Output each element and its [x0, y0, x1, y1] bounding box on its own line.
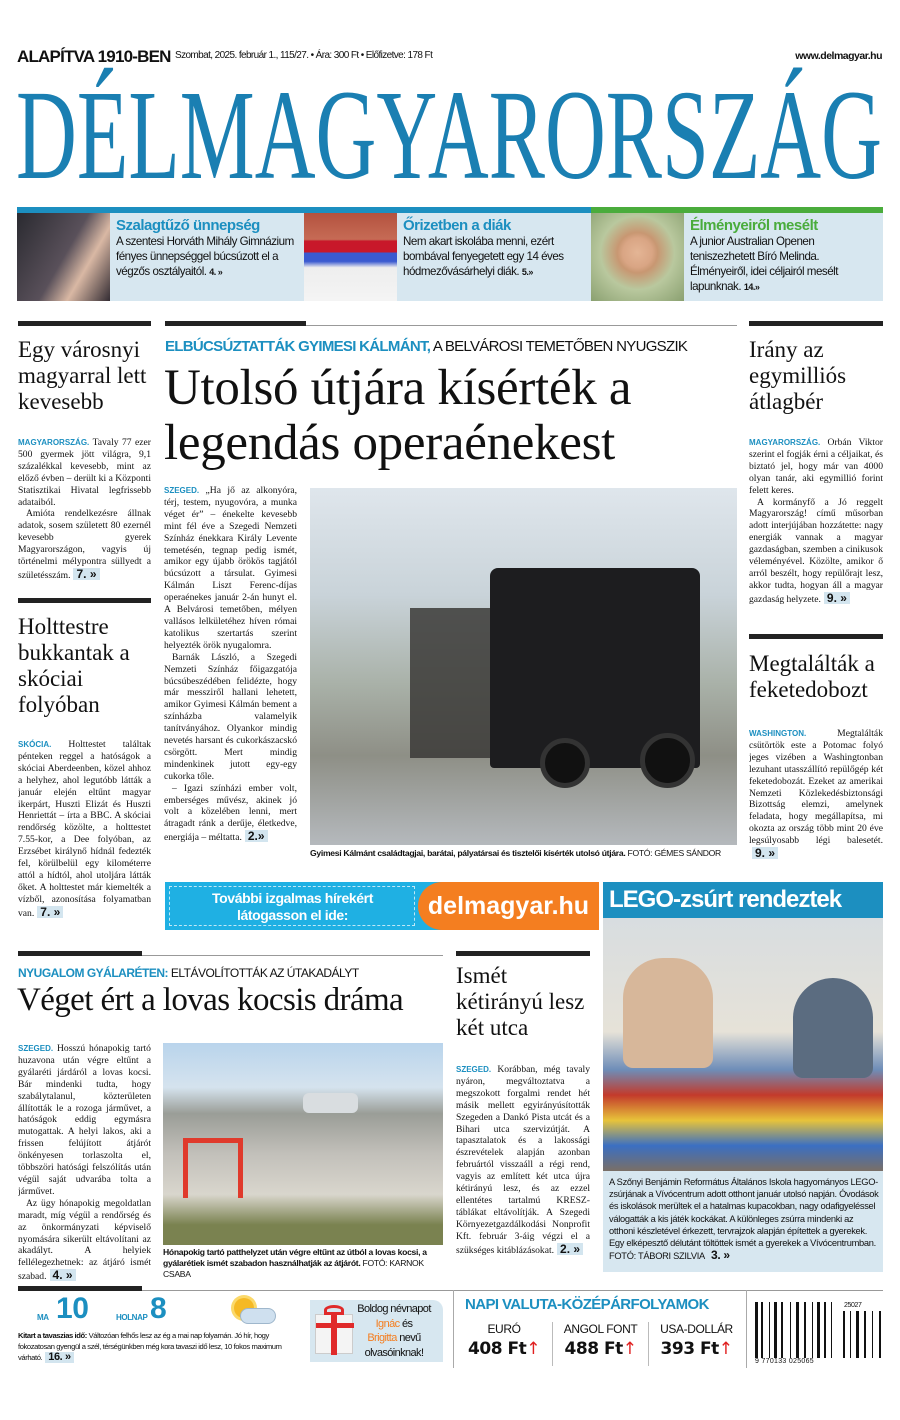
- logo: [16, 66, 884, 184]
- story-body: SZEGED. Korábban, még tavaly nyáron, megváltoztatva a megszokott forgalmi rendet hét másik mellett egyirányúsították Szegeden a Dankó Pista utcát és a Bihari utca szervizútját. A tapasztalatok és a lakossági észrevételek alapján azonban februártól visszaáll a régi rend, vagyis az említett két utca újra kétirányú lesz, és az ezzel ellentétes tartalmú KRESZ-táblákat eltávolítják. A Szegedi Környezetgazdálkodási Nonprofit Kft. február 3-áig végzi el a szükséges kitáblázásokat. 2. »: [456, 1064, 590, 1256]
- page-ref[interactable]: 7. »: [73, 568, 99, 580]
- barcode-addon: 25027: [844, 1302, 862, 1309]
- arrow-up-icon: ↑: [622, 1339, 637, 1359]
- weather-text: Kitart a tavaszias idő: Változóan felhős lesz az ég a mai nap folyamán. Jó hír, hogy fokozatosan gyengül a szél, térségünkben még kora tavaszi idő lesz, 10 fokos maximum várható. 16. »: [18, 1331, 282, 1363]
- arrow-up-icon: ↑: [718, 1339, 733, 1359]
- currency-value: 393 Ft↑: [660, 1339, 733, 1359]
- tomorrow-temp: 8: [150, 1292, 167, 1325]
- divider: [165, 321, 306, 326]
- lead-headline[interactable]: Utolsó útjára kísérték a legendás operaénekest: [164, 360, 632, 471]
- svg-text:DÉLMAGYARORSZÁG: DÉLMAGYARORSZÁG: [16, 66, 882, 184]
- issue-line: Szombat, 2025. február 1., 115/27. • Ára: 300 Ft • Előfizetve: 178 Ft: [175, 50, 433, 61]
- divider: [18, 598, 151, 603]
- today-label: MA: [37, 1313, 49, 1322]
- currency-title: NAPI VALUTA-KÖZÉPÁRFOLYAMOK: [465, 1296, 709, 1313]
- barcode-number: 9 770133 025065: [755, 1358, 814, 1365]
- nameday-box: [310, 1300, 443, 1362]
- divider: [18, 1286, 142, 1291]
- page-ref[interactable]: 2. »: [557, 1243, 583, 1255]
- currency-name: ANGOL FONT: [563, 1322, 638, 1336]
- lego-title: LEGO-zsúrt rendeztek: [603, 882, 883, 918]
- story-headline[interactable]: Holttestre bukkantak a skóciai folyóban: [18, 614, 130, 717]
- website-link[interactable]: www.delmagyar.hu: [795, 50, 882, 62]
- tomorrow-label: HOLNAP: [116, 1313, 148, 1322]
- page-ref[interactable]: 16. »: [45, 1352, 73, 1363]
- story-headline[interactable]: Ismét kétirányú lesz két utca: [456, 963, 585, 1040]
- teaser-title: Őrizetben a diák: [403, 217, 511, 234]
- story-body: SZEGED. Hosszú hónapokig tartó huzavona után végre eltűnt a gyálaréti járdáról a lovas kocsi. Bár mindenki tudta, hogy szabálytalanul, közterületen állították le a rozoga járművet, a hatóságok eddig egymásra mutogattak. A helyi lakos, aki a frissen felújított átjárót önkényesen torlaszolta el, többszöri hatósági felszólítás után végül saját udvarába tolta a járművet. Az ügy hónapokig megoldatlan maradt, míg végül a rendőrség és az önkormányzati képviselő nyomására sikerült eltávolítani az akadályt. A helyiek fellélegezhetnek: az átjáró ismét szabad. 4. »: [18, 1043, 151, 1283]
- banner-text: További izgalmas hírekért látogasson el ide:: [212, 890, 373, 923]
- story-headline[interactable]: Irány az egymilliós átlagbér: [749, 337, 847, 414]
- page-ref[interactable]: 9. »: [752, 847, 778, 859]
- teaser-tennis[interactable]: [591, 207, 883, 301]
- currency-item: [456, 1322, 552, 1366]
- story-headline[interactable]: Egy városnyi magyarral lett kevesebb: [18, 337, 147, 414]
- photo-caption: Gyimesi Kálmánt családtagjai, barátai, pályatársai és tisztelői kísérték utolsó útjára. FOTÓ: GÉMES SÁNDOR: [310, 848, 721, 858]
- lego-caption: A Szőnyi Benjámin Református Általános Iskola hagyományos LEGO-zsúrjának a Vívócentrum adott otthont január utolsó napján. Óvodások és iskolások merültek el a hatalmas kupacokban, nagy odafigyeléssel válogatták a kis játék kockákat. A különleges zsúrra mindenki az otthoni készletével érkezett, tervrajzok alapján építettek a gyerekek. Egy elképesztő délutánt töltöttek ismét a gyerekek a Vívócentrumban. FOTÓ: TÁBORI SZILVIA 3. »: [609, 1177, 879, 1263]
- arrow-up-icon: ↑: [526, 1339, 540, 1359]
- divider: [749, 634, 883, 639]
- lego-photo: [603, 918, 883, 1171]
- cart-photo: [163, 1043, 443, 1245]
- story-headline[interactable]: Megtalálták a feketedobozt: [749, 651, 875, 702]
- teaser-title: Szalagtűző ünnepség: [116, 217, 260, 234]
- currency-item: [552, 1322, 648, 1366]
- teaser-student[interactable]: [304, 207, 591, 301]
- currency-value: 488 Ft↑: [564, 1339, 637, 1359]
- gift-icon: [315, 1314, 353, 1354]
- currency-value: 408 Ft↑: [468, 1339, 540, 1359]
- story-body: SKÓCIA. Holttestet találtak pénteken reggel a hatóságok a skóciai Aberdeenben, közel ahhoz a helyhez, ahol legutóbb látták a január elején eltűnt magyar ikerpárt, Huszti Elizát és Huszti Henriettát – írta a BBC. A skóciai rendőrség közölte, a holttestet 7.55-kor, a Dee folyóban, az Erzsébet királynő hídnál fedezték fel, körülbelül egy kilométerre attól a hídtól, ahol utoljára látták őket. A holttestet már kiemelték a vízből, azonosítása folyamatban van. 7. »: [18, 739, 151, 919]
- weather-box: [18, 1292, 303, 1368]
- lead-body: SZEGED. „Ha jő az alkonyóra, térj, testem, nyugovóra, a munka véget ér” – énekelte kevesebb mint fél éve a Szegedi Nemzeti Színház énekkara Király Levente temetésén, tegnap pedig ismét, amikor egy újabb örökös tagjától búcsúzott a társulat. Gyimesi Kálmán Liszt Ferenc-díjas operaénekes január 2-án hunyt el. A Belvárosi temetőben, mélyen vallásos lelkületéhez híven római katolikus szertartás szerint helyezték örök nyugalomra. Barnák László, a Szegedi Nemzeti Színház főigazgatója búcsúbeszédében felidézte, hogy már messziről hallani lehetett, amikor Gyimesi Kálmán bement a színházba valamelyik tanítványához. Olyankor mindig nevetés harsant és cukorkászacskó csörgött. Mert mindig mindenkinek jutott egy-egy cukorka tőle. – Igazi színházi ember volt, emberséges művész, akinek jó volt a közelében lenni, mert átragadt ránk a derűje, életkedve, energiája – méltatta. 2.»: [164, 485, 297, 844]
- story-body: MAGYARORSZÁG. Tavaly 77 ezer 500 gyermek jött világra, 9,1 százalékkal kevesebb, mint az előző évben – derült ki a Központi Statisztikai Hivatal legfrissebb adataiból. Amióta rendelkezésre állnak adatok, sosem született 80 ezernél kevesebb gyerek Magyarországon, vagyis új történelmi mélypontra süllyedt a születésszám. 7. »: [18, 437, 151, 581]
- funeral-photo: [310, 488, 737, 845]
- founded-label: ALAPÍTVA 1910-BEN: [17, 47, 171, 66]
- lead-kicker: ELBÚCSÚZTATTÁK GYIMESI KÁLMÁNT, A BELVÁROSI TEMETŐBEN NYUGSZIK: [165, 338, 688, 355]
- story-body: WASHINGTON. Megtalálták csütörtök este a Potomac folyó jeges vizében a Washingtonban lezuhant utasszállító repülőgép két feketedobozát. Ezeket az amerikai Nemzeti Közlekedésbiztonsági Bizottság elemzi, amelynek feladata, hogy megállapítsa, mi okozta az ország több mint 20 éve legsúlyosabb légi balesetét.9. »: [749, 728, 883, 861]
- page-ref[interactable]: 4. »: [50, 1269, 76, 1281]
- currency-item: [648, 1322, 744, 1366]
- teaser-photo: [17, 213, 110, 301]
- sun-behind-cloud-icon: [228, 1296, 278, 1328]
- page-ref[interactable]: 2.»: [245, 830, 268, 842]
- teaser-text: A junior Australian Openen teniszezhetett Bíró Melinda. Élményeiről, idei céljairól mesélt lapunknak. 14.»: [690, 235, 838, 293]
- page-ref[interactable]: 3. »: [710, 1248, 730, 1263]
- website-banner[interactable]: [165, 882, 599, 930]
- photo-caption: Hónapokig tartó patthelyzet után végre eltűnt az útból a lovas kocsi, a gyálarétiek ismét szabadon használhatják az átjárót. FOTÓ: KARNOK CSABA: [163, 1247, 427, 1279]
- teaser-text: Nem akart iskolába menni, ezért bombával fenyegetett egy 14 éves hódmezővásárhelyi diák. 5.»: [403, 235, 564, 278]
- teaser-title: Élményeiről mesélt: [690, 217, 818, 234]
- story-body: MAGYARORSZÁG. Orbán Viktor szerint el fogják érni a céljaikat, és biztató jel, hogy már van 4000 olyan tanár, aki egymillió forint felett keres. A kormányfő a Jó reggelt Magyarország! című műsorban adott interjújában hozzátette: nagy energiák vannak a magyar gazdaságban, szemben a cinikusok véleményével. Közölte, amikor ő arról beszélt, hogy repülőrajt lesz, akkor tudta, hogyan áll a magyar gazdaság helyzete. 9. »: [749, 437, 883, 605]
- divider: [456, 951, 590, 956]
- currency-box: [456, 1294, 746, 1366]
- teaser-text: A szentesi Horváth Mihály Gimnázium fényes ünnepséggel búcsúzott el a végzős osztályaitól. 4. »: [116, 235, 294, 278]
- page-ref[interactable]: 7. »: [37, 906, 63, 918]
- divider: [18, 321, 151, 326]
- banner-site-button[interactable]: delmagyar.hu: [418, 882, 599, 930]
- today-temp: 10: [56, 1292, 89, 1325]
- page-ref[interactable]: 9. »: [824, 592, 850, 604]
- teaser-photo: [304, 213, 397, 301]
- teaser-photo: [591, 213, 684, 301]
- divider: [18, 951, 142, 956]
- barcode: [755, 1302, 883, 1366]
- lego-feature[interactable]: [603, 882, 883, 1272]
- currency-name: EURÓ: [487, 1322, 521, 1336]
- nameday-text: Boldog névnapot Ignác és Brigitta nevű olvasóinknak!: [357, 1303, 431, 1359]
- story-kicker: NYUGALOM GYÁLARÉTEN: ELTÁVOLÍTOTTÁK AZ ÚTAKADÁLYT: [18, 966, 359, 980]
- divider: [749, 321, 883, 326]
- story-headline[interactable]: Véget ért a lovas kocsis dráma: [17, 982, 404, 1018]
- teaser-ceremony[interactable]: [17, 207, 304, 301]
- currency-name: USA-DOLLÁR: [660, 1322, 733, 1336]
